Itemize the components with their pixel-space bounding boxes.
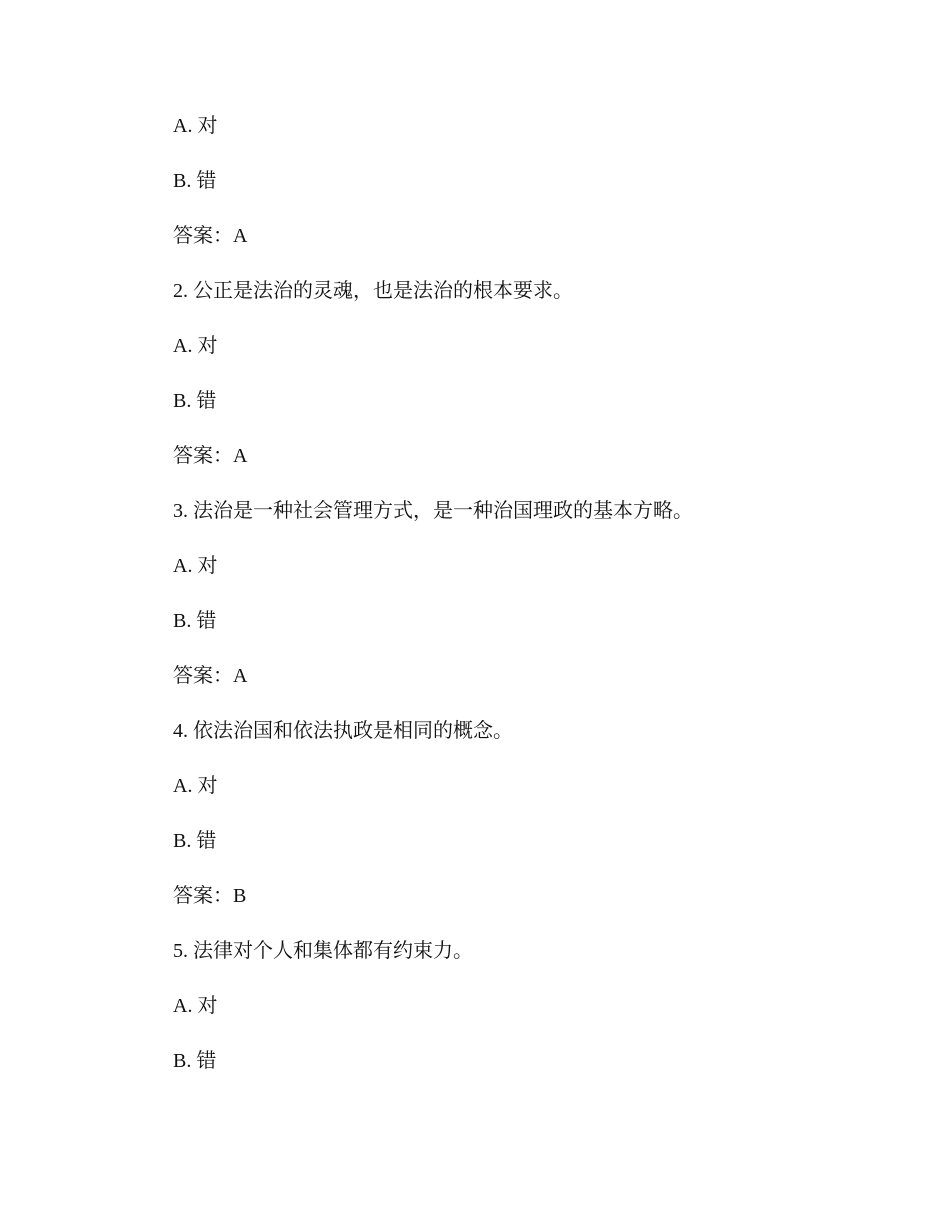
- q5-option-a: A. 对: [173, 995, 218, 1017]
- q1-option-a: A. 对: [173, 115, 218, 137]
- q3-option-b: B. 错: [173, 610, 217, 632]
- q2-option-a: A. 对: [173, 335, 218, 357]
- q2-answer: 答案：A: [173, 445, 248, 467]
- q5-option-b: B. 错: [173, 1050, 217, 1072]
- q3-option-a: A. 对: [173, 555, 218, 577]
- q3-question: 3. 法治是一种社会管理方式，是一种治国理政的基本方略。: [173, 500, 693, 522]
- q1-option-b: B. 错: [173, 170, 217, 192]
- document-body: [173, 111, 873, 1101]
- q1-answer: 答案：A: [173, 225, 248, 247]
- q5-question: 5. 法律对个人和集体都有约束力。: [173, 940, 473, 962]
- q4-question: 4. 依法治国和依法执政是相同的概念。: [173, 720, 513, 742]
- q4-option-a: A. 对: [173, 775, 218, 797]
- q3-answer: 答案：A: [173, 665, 248, 687]
- q4-option-b: B. 错: [173, 830, 217, 852]
- q2-option-b: B. 错: [173, 390, 217, 412]
- q2-question: 2. 公正是法治的灵魂，也是法治的根本要求。: [173, 280, 573, 302]
- q4-answer: 答案：B: [173, 885, 247, 907]
